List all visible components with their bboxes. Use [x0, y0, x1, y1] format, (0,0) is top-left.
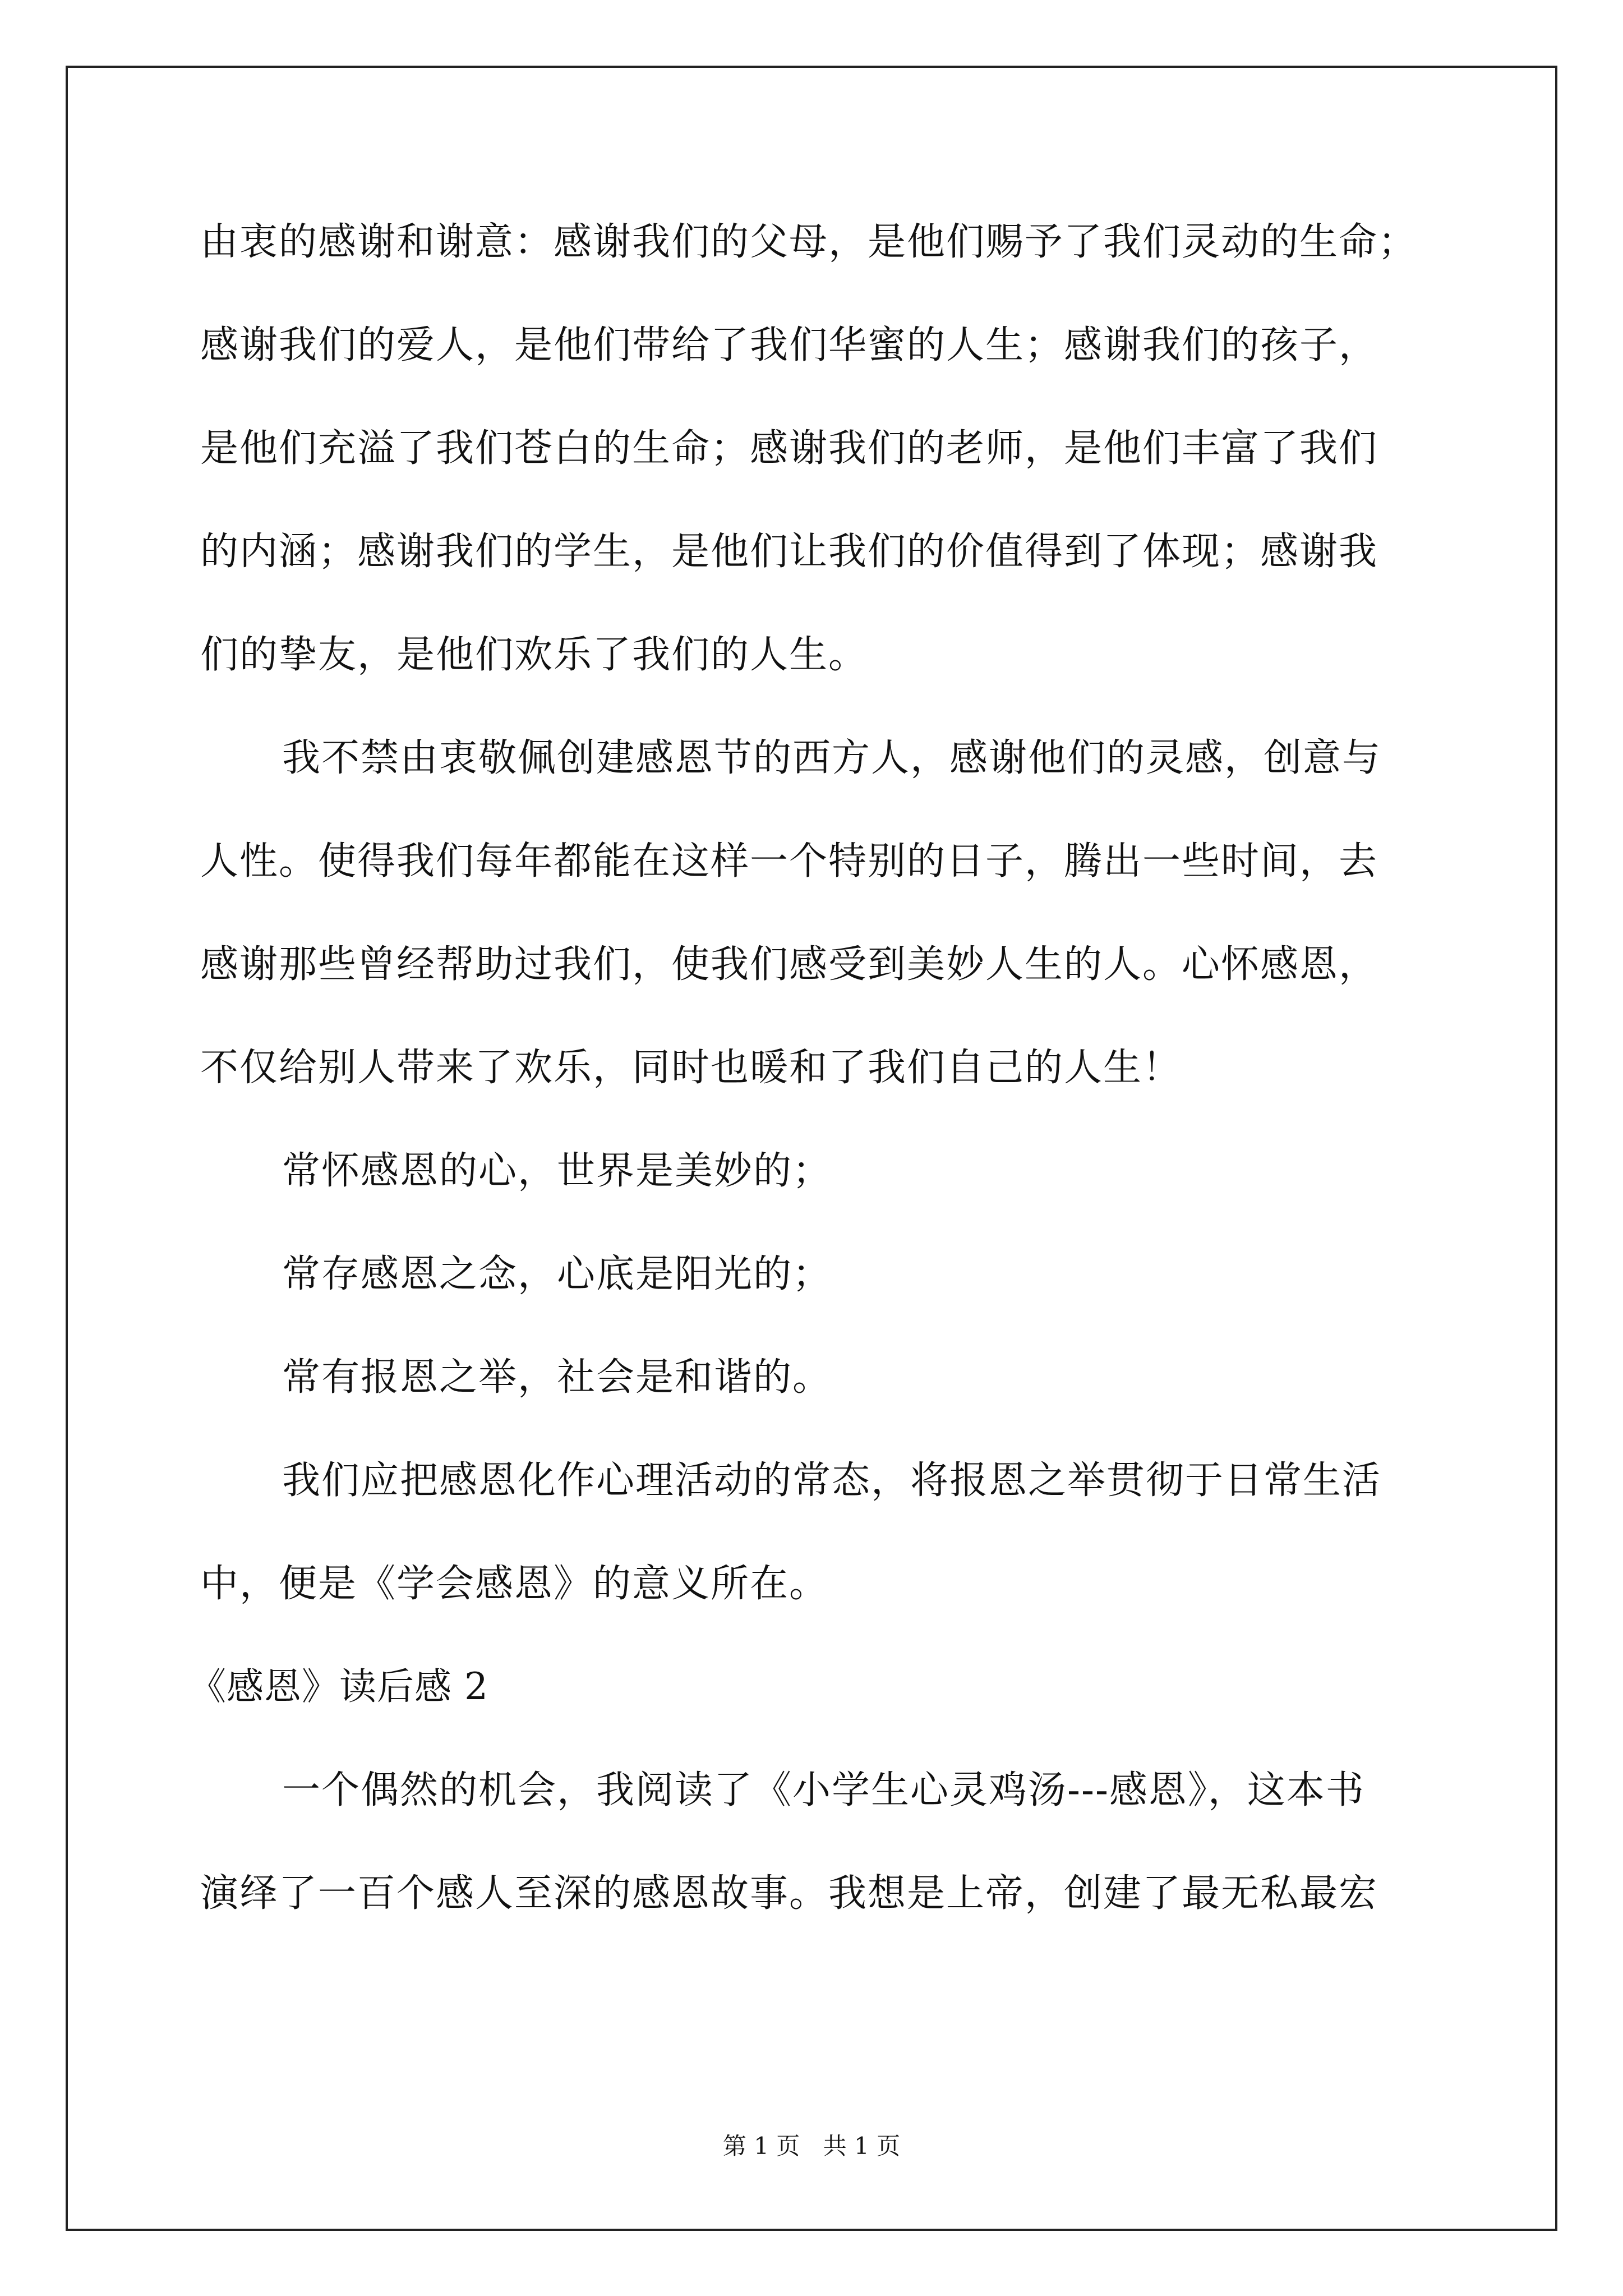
- section-heading: 《感恩》读后感 2: [189, 1665, 488, 1708]
- paragraph-4-line-2: 演绎了一百个感人至深的感恩故事。我想是上帝，创建了最无私最宏: [200, 1871, 1378, 1916]
- paragraph-2-line-1: 我不禁由衷敬佩创建感恩节的西方人，感谢他们的灵感，创意与: [282, 736, 1382, 780]
- paragraph-2-line-4: 不仅给别人带来了欢乐，同时也暖和了我们自己的人生！: [200, 1046, 1182, 1090]
- paragraph-1-line-4: 的内涵；感谢我们的学生，是他们让我们的价值得到了体现；感谢我: [200, 530, 1378, 574]
- verse-3: 常有报恩之举，社会是和谐的。: [282, 1355, 832, 1400]
- paragraph-2-line-2: 人性。使得我们每年都能在这样一个特别的日子，腾出一些时间，去: [200, 839, 1378, 884]
- page-footer: [0, 2134, 1623, 2158]
- page-total: 共 1 页: [823, 2132, 901, 2160]
- paragraph-2-line-3: 感谢那些曾经帮助过我们，使我们感受到美妙人生的人。心怀感恩，: [200, 942, 1378, 987]
- verse-1: 常怀感恩的心，世界是美妙的；: [282, 1149, 832, 1193]
- paragraph-4-line-1: 一个偶然的机会，我阅读了《小学生心灵鸡汤---感恩》，这本书: [282, 1768, 1365, 1812]
- paragraph-1-line-2: 感谢我们的爱人，是他们带给了我们华蜜的人生；感谢我们的孩子，: [200, 323, 1378, 367]
- paragraph-3-line-1: 我们应把感恩化作心理活动的常态，将报恩之举贯彻于日常生活: [282, 1458, 1382, 1503]
- paragraph-1-line-1: 由衷的感谢和谢意：感谢我们的父母，是他们赐予了我们灵动的生命；: [200, 220, 1418, 264]
- paragraph-1-line-3: 是他们充溢了我们苍白的生命；感谢我们的老师，是他们丰富了我们: [200, 426, 1378, 471]
- verse-2: 常存感恩之念，心底是阳光的；: [282, 1252, 832, 1296]
- paragraph-3-line-2: 中，便是《学会感恩》的意义所在。: [200, 1562, 829, 1606]
- page-number: 第 1 页: [722, 2132, 800, 2160]
- paragraph-1-line-5: 们的挚友，是他们欢乐了我们的人生。: [200, 633, 868, 677]
